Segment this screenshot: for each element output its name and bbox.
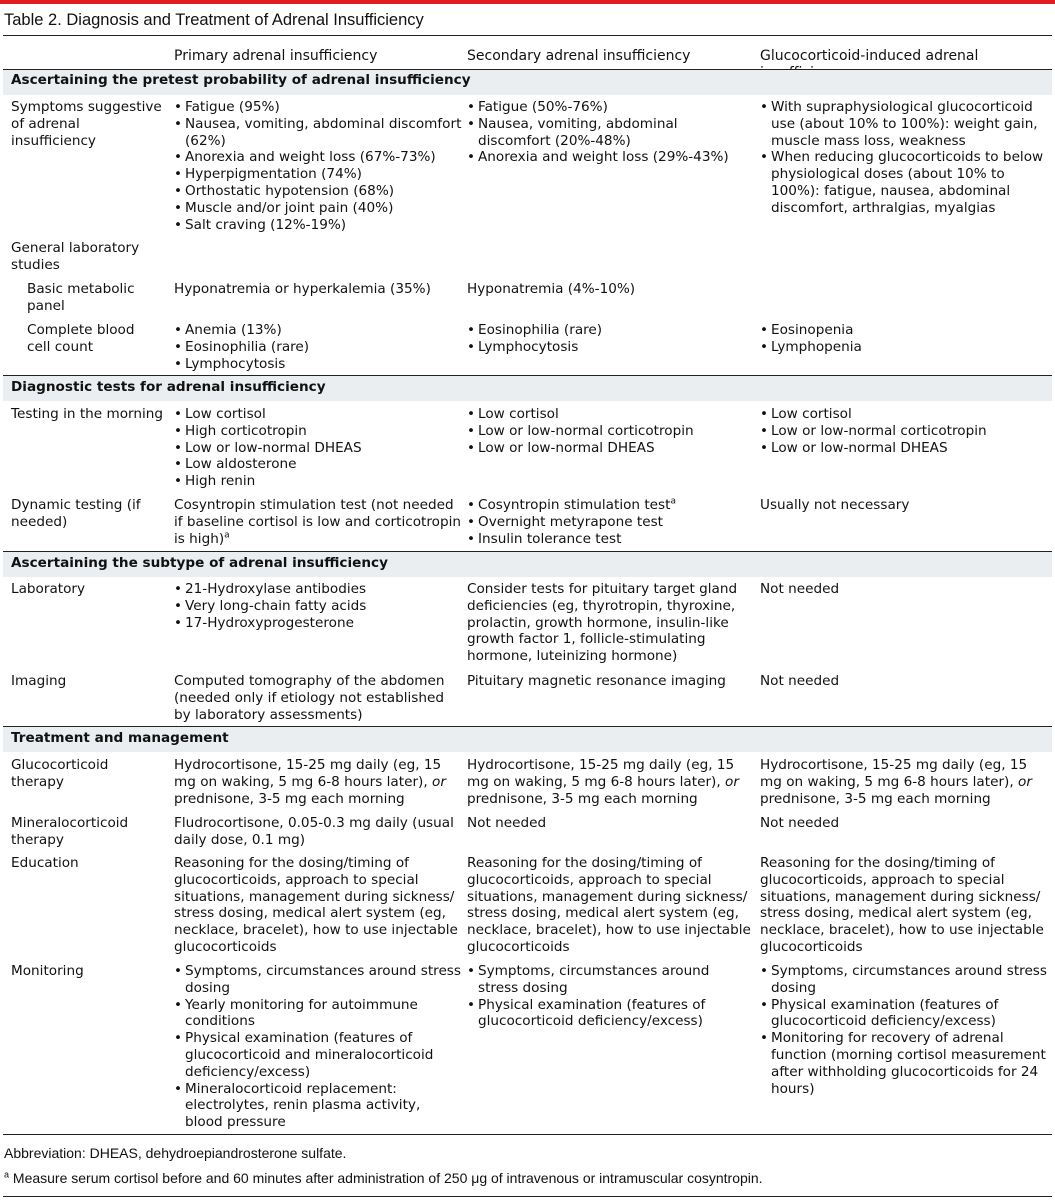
- mineralocorticoid-secondary: Not needed: [467, 815, 547, 831]
- dynamic-glucocorticoid: Usually not necessary: [760, 497, 910, 513]
- list-item: • Fatigue (95%): [174, 99, 462, 116]
- symptoms-glucocorticoid-list: [760, 99, 1052, 217]
- row-label-education: Education: [11, 855, 79, 871]
- laboratory-secondary: Consider tests for pituitary target gland deficiencies (eg, thyrotropin, thyroxine, prolactin, growth hormone, insulin-like growth factor 1, follicle-stimulating hormone, luteinizing hormone): [467, 581, 738, 665]
- mineralocorticoid-primary: Fludrocortisone, 0.05-0.3 mg daily (usual daily dose, 0.1 mg): [174, 815, 454, 848]
- list-item: • Yearly monitoring for autoimmune conditions: [174, 997, 462, 1031]
- list-item: • Lymphocytosis: [467, 339, 752, 356]
- list-item: • Physical examination (features of glucocorticoid deficiency/excess): [467, 997, 752, 1031]
- list-item: • High corticotropin: [174, 423, 462, 440]
- footnote-a: [4, 1170, 763, 1187]
- section-pretest: Ascertaining the pretest probability of adrenal insufficiency: [11, 72, 471, 88]
- row-label-cbc: Complete blood cell count: [27, 322, 135, 355]
- therapy-or: or: [432, 773, 446, 790]
- header-glucocorticoid: Glucocorticoid-induced adrenal: [760, 48, 979, 64]
- list-item: • Physical examination (features of glucocorticoid and mineralocorticoid deficiency/excess): [174, 1030, 462, 1080]
- list-item: • Eosinopenia: [760, 322, 1052, 339]
- footnote-a-text: Measure serum cortisol before and 60 minutes after administration of 250 μg of intravenous or intramuscular cosyntropin.: [12, 1170, 763, 1186]
- therapy-or: or: [725, 773, 739, 790]
- list-item: • 21-Hydroxylase antibodies: [174, 581, 462, 598]
- top-accent-bar: [0, 0, 1055, 4]
- footnote-a-marker: a: [670, 496, 676, 507]
- symptoms-primary-list: [174, 99, 462, 233]
- list-item: • Mineralocorticoid replacement: electrolytes, renin plasma activity, blood pressure: [174, 1081, 462, 1131]
- cbc-primary-list: [174, 322, 462, 372]
- imaging-glucocorticoid: Not needed: [760, 673, 840, 689]
- list-item: • Salt craving (12%-19%): [174, 217, 462, 234]
- list-item: • Low or low-normal corticotropin: [760, 423, 1052, 440]
- therapy-or: or: [1018, 773, 1032, 790]
- cbc-glucocorticoid-list: [760, 322, 1052, 356]
- list-item: • With supraphysiological glucocorticoid use (about 10% to 100%): weight gain, muscle mass loss, weakness: [760, 99, 1052, 149]
- therapy-text: Hydrocortisone, 15-25 mg daily (eg, 15 mg on waking, 5 mg 6-8 hours later),: [174, 757, 442, 790]
- list-item: • Low aldosterone: [174, 456, 462, 473]
- education-secondary: Reasoning for the dosing/timing of glucocorticoids, approach to special situations, management during sickness/ stress dosing, medical alert system (eg, necklace, bracelet), how to use injectable glucocorticoids: [467, 855, 751, 955]
- section-rule-2: [3, 375, 1052, 376]
- table-title: Table 2. Diagnosis and Treatment of Adrenal Insufficiency: [4, 11, 424, 29]
- dynamic-primary: [174, 497, 462, 547]
- list-item: • Low or low-normal DHEAS: [174, 440, 462, 457]
- row-label-morning: Testing in the morning: [11, 406, 163, 422]
- cbc-secondary-list: [467, 322, 752, 356]
- section-diagnostic: Diagnostic tests for adrenal insufficiency: [11, 379, 326, 395]
- bmp-secondary: Hyponatremia (4%-10%): [467, 281, 636, 297]
- laboratory-primary-list: [174, 581, 462, 631]
- section-rule-3: [3, 551, 1052, 552]
- list-item: • Overnight metyrapone test: [467, 514, 752, 531]
- morning-secondary-list: [467, 406, 752, 456]
- imaging-primary: Computed tomography of the abdomen (needed only if etiology not established by laboratory assessments): [174, 673, 445, 723]
- cosyntropin-test-text: Cosyntropin stimulation test: [478, 497, 671, 513]
- list-item: • Low cortisol: [174, 406, 462, 423]
- list-item: • Physical examination (features of glucocorticoid deficiency/excess): [760, 997, 1052, 1031]
- footnote-a-marker: a: [4, 1169, 10, 1180]
- footnote-bottom-rule: [3, 1196, 1052, 1197]
- list-item: • Monitoring for recovery of adrenal function (morning cortisol measurement after withholding glucocorticoids for 24 hours): [760, 1030, 1052, 1097]
- list-item: • Low cortisol: [760, 406, 1052, 423]
- list-item: • Very long-chain fatty acids: [174, 598, 462, 615]
- list-item: • Symptoms, circumstances around stress dosing: [760, 963, 1052, 997]
- row-label-general-lab: General laboratory studies: [11, 240, 140, 273]
- list-item: • Low cortisol: [467, 406, 752, 423]
- list-item: [467, 497, 752, 514]
- monitoring-primary-list: [174, 963, 462, 1131]
- list-item: • Eosinophilia (rare): [467, 322, 752, 339]
- header-secondary: Secondary adrenal insufficiency: [467, 48, 691, 64]
- list-item: • Muscle and/or joint pain (40%): [174, 200, 462, 217]
- monitoring-glucocorticoid-list: [760, 963, 1052, 1097]
- therapy-text: prednisone, 3-5 mg each morning: [760, 790, 991, 807]
- row-label-laboratory: Laboratory: [11, 581, 86, 597]
- header-primary: Primary adrenal insufficiency: [174, 48, 378, 64]
- section-subtype: Ascertaining the subtype of adrenal insufficiency: [11, 555, 388, 571]
- list-item: • Fatigue (50%-76%): [467, 99, 752, 116]
- therapy-text: prednisone, 3-5 mg each morning: [467, 790, 698, 807]
- list-item: • Symptoms, circumstances around stress dosing: [174, 963, 462, 997]
- list-item: • Symptoms, circumstances around stress dosing: [467, 963, 752, 997]
- list-item: • Anemia (13%): [174, 322, 462, 339]
- laboratory-glucocorticoid: Not needed: [760, 581, 840, 597]
- list-item: • Lymphopenia: [760, 339, 1052, 356]
- list-item: • Anorexia and weight loss (67%-73%): [174, 149, 462, 166]
- morning-primary-list: [174, 406, 462, 490]
- therapy-text: Hydrocortisone, 15-25 mg daily (eg, 15 mg on waking, 5 mg 6-8 hours later),: [467, 757, 735, 790]
- section-rule-4: [3, 726, 1052, 727]
- row-label-bmp: Basic metabolic panel: [27, 281, 135, 314]
- row-label-imaging: Imaging: [11, 673, 67, 689]
- dynamic-primary-text: Cosyntropin stimulation test (not needed if baseline cortisol is low and corticotropin is high): [174, 497, 461, 547]
- list-item: • Low or low-normal DHEAS: [467, 440, 752, 457]
- list-item: • Nausea, vomiting, abdominal discomfort (20%-48%): [467, 116, 752, 150]
- glucocorticoid-therapy-primary: [174, 757, 462, 807]
- list-item: • When reducing glucocorticoids to below physiological doses (about 10% to 100%): fatigue, nausea, abdominal discomfort, arthralgias, myalgias: [760, 149, 1052, 216]
- symptoms-secondary-list: [467, 99, 752, 166]
- education-primary: Reasoning for the dosing/timing of glucocorticoids, approach to special situations, management during sickness/ stress dosing, medical alert system (eg, necklace, bracelet), how to use injectable glucocorticoids: [174, 855, 458, 955]
- morning-glucocorticoid-list: [760, 406, 1052, 456]
- imaging-secondary: Pituitary magnetic resonance imaging: [467, 673, 726, 689]
- list-item: • Anorexia and weight loss (29%-43%): [467, 149, 752, 166]
- list-item: • Low or low-normal corticotropin: [467, 423, 752, 440]
- section-rule-1: [3, 69, 1052, 70]
- bmp-primary: Hyponatremia or hyperkalemia (35%): [174, 281, 431, 297]
- list-item: • 17-Hydroxyprogesterone: [174, 615, 462, 632]
- list-item: • Insulin tolerance test: [467, 531, 752, 548]
- row-label-glucocorticoid-therapy: Glucocorticoid therapy: [11, 757, 109, 790]
- mineralocorticoid-glucocorticoid: Not needed: [760, 815, 840, 831]
- list-item: • Orthostatic hypotension (68%): [174, 183, 462, 200]
- title-rule: [3, 35, 1052, 36]
- footnote-a-marker: a: [224, 530, 230, 541]
- list-item: • High renin: [174, 473, 462, 490]
- therapy-text: prednisone, 3-5 mg each morning: [174, 790, 405, 807]
- row-label-monitoring: Monitoring: [11, 963, 84, 979]
- list-item: • Nausea, vomiting, abdominal discomfort (62%): [174, 116, 462, 150]
- row-label-dynamic: Dynamic testing (if needed): [11, 497, 141, 530]
- section-treatment: Treatment and management: [11, 730, 229, 746]
- list-item: • Lymphocytosis: [174, 356, 462, 373]
- education-glucocorticoid: Reasoning for the dosing/timing of glucocorticoids, approach to special situations, management during sickness/ stress dosing, medical alert system (eg, necklace, bracelet), how to use injectable glucocorticoids: [760, 855, 1044, 955]
- monitoring-secondary-list: [467, 963, 752, 1030]
- row-label-symptoms: Symptoms suggestive of adrenal insufficiency: [11, 99, 162, 149]
- list-item: • Low or low-normal DHEAS: [760, 440, 1052, 457]
- row-label-mineralocorticoid: Mineralocorticoid therapy: [11, 815, 129, 848]
- dynamic-secondary-list: [467, 497, 752, 547]
- footnote-abbreviation: Abbreviation: DHEAS, dehydroepiandrosterone sulfate.: [4, 1145, 347, 1161]
- table-bottom-rule: [3, 1134, 1052, 1135]
- list-item: • Hyperpigmentation (74%): [174, 166, 462, 183]
- glucocorticoid-therapy-secondary: [467, 757, 752, 807]
- therapy-text: Hydrocortisone, 15-25 mg daily (eg, 15 mg on waking, 5 mg 6-8 hours later),: [760, 757, 1028, 790]
- glucocorticoid-therapy-glucocorticoid: [760, 757, 1052, 807]
- list-item: • Eosinophilia (rare): [174, 339, 462, 356]
